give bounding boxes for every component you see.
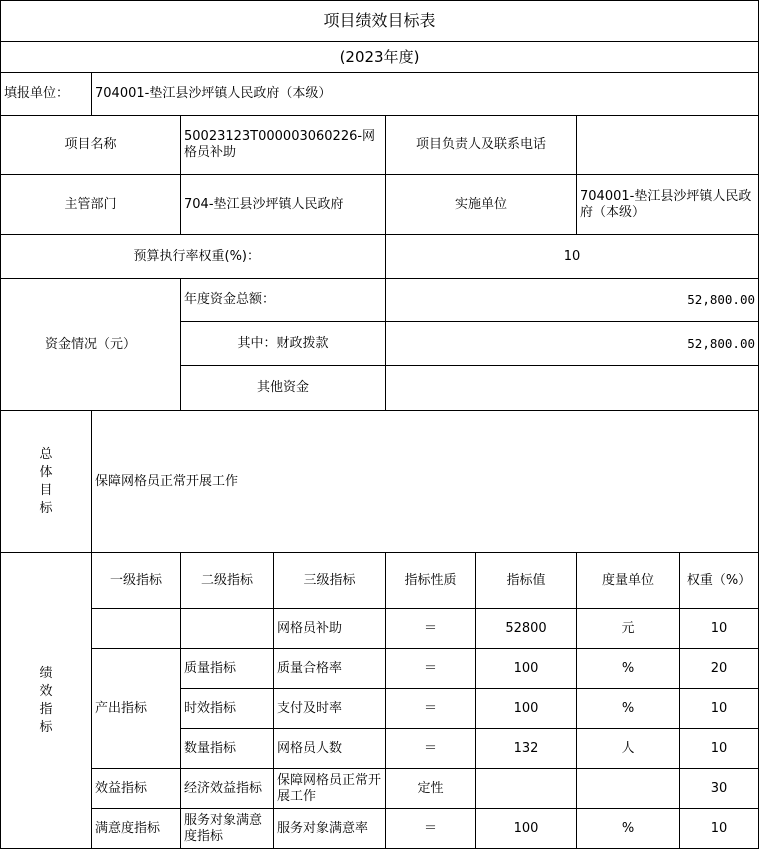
project-name-label: 项目名称 [1,116,181,175]
budget-weight-label: 预算执行率权重(%)： [1,235,386,279]
output-quality-value: 100 [476,649,577,689]
benefit-value [476,769,577,809]
table-row [1,809,759,849]
table-title: 项目绩效目标表 [1,1,759,42]
row1-value: 52800 [476,609,577,649]
output-label: 产出指标 [92,649,181,769]
table-year: (2023年度) [1,42,759,73]
funds-fiscal-value: 52,800.00 [386,322,759,366]
impl-value: 704001-垫江县沙坪镇人民政府（本级） [577,175,759,235]
satisfaction-value: 100 [476,809,577,849]
output-count-nature: ＝ [386,729,476,769]
header-weight: 权重（%） [680,553,759,609]
header-nature: 指标性质 [386,553,476,609]
output-time-weight: 10 [680,689,759,729]
satisfaction-nature: ＝ [386,809,476,849]
table-row [1,649,759,689]
output-count-l2: 数量指标 [181,729,274,769]
header-l1: 一级指标 [92,553,181,609]
header-unit: 度量单位 [577,553,680,609]
project-name-value: 50023123T000003060226-网格员补助 [181,116,386,175]
output-time-nature: ＝ [386,689,476,729]
benefit-weight: 30 [680,769,759,809]
dept-value: 704-垫江县沙坪镇人民政府 [181,175,386,235]
funds-label: 资金情况（元） [1,279,181,411]
satisfaction-weight: 10 [680,809,759,849]
perf-label: 绩效指标 [1,553,92,849]
satisfaction-unit: % [577,809,680,849]
output-count-value: 132 [476,729,577,769]
benefit-nature: 定性 [386,769,476,809]
row1-l2 [181,609,274,649]
dept-label: 主管部门 [1,175,181,235]
benefit-unit [577,769,680,809]
output-time-l3: 支付及时率 [274,689,386,729]
table-row [1,769,759,809]
output-quality-unit: % [577,649,680,689]
benefit-l2: 经济效益指标 [181,769,274,809]
header-l3: 三级指标 [274,553,386,609]
benefit-l3: 保障网格员正常开展工作 [274,769,386,809]
satisfaction-l2: 服务对象满意度指标 [181,809,274,849]
satisfaction-l3: 服务对象满意率 [274,809,386,849]
output-time-l2: 时效指标 [181,689,274,729]
funds-other-value [386,366,759,411]
row1-unit: 元 [577,609,680,649]
output-count-weight: 10 [680,729,759,769]
output-quality-weight: 20 [680,649,759,689]
header-l2: 二级指标 [181,553,274,609]
impl-label: 实施单位 [386,175,577,235]
row1-nature: ＝ [386,609,476,649]
table-row [1,609,759,649]
row1-weight: 10 [680,609,759,649]
benefit-l1: 效益指标 [92,769,181,809]
funds-other-label: 其他资金 [181,366,386,411]
funds-fiscal-label: 其中：财政拨款 [181,322,386,366]
budget-weight-value: 10 [386,235,759,279]
row1-l1 [92,609,181,649]
unit-label: 填报单位： [1,73,92,116]
output-quality-l2: 质量指标 [181,649,274,689]
funds-total-label: 年度资金总额： [181,279,386,322]
output-quality-nature: ＝ [386,649,476,689]
output-count-l3: 网格员人数 [274,729,386,769]
overall-label: 总体目标 [1,411,92,553]
output-time-unit: % [577,689,680,729]
satisfaction-l1: 满意度指标 [92,809,181,849]
output-count-unit: 人 [577,729,680,769]
project-owner-label: 项目负责人及联系电话 [386,116,577,175]
project-owner-value [577,116,759,175]
header-value: 指标值 [476,553,577,609]
row1-l3: 网格员补助 [274,609,386,649]
unit-value: 704001-垫江县沙坪镇人民政府（本级） [92,73,759,116]
funds-total-value: 52,800.00 [386,279,759,322]
output-time-value: 100 [476,689,577,729]
output-quality-l3: 质量合格率 [274,649,386,689]
overall-value: 保障网格员正常开展工作 [92,411,759,553]
